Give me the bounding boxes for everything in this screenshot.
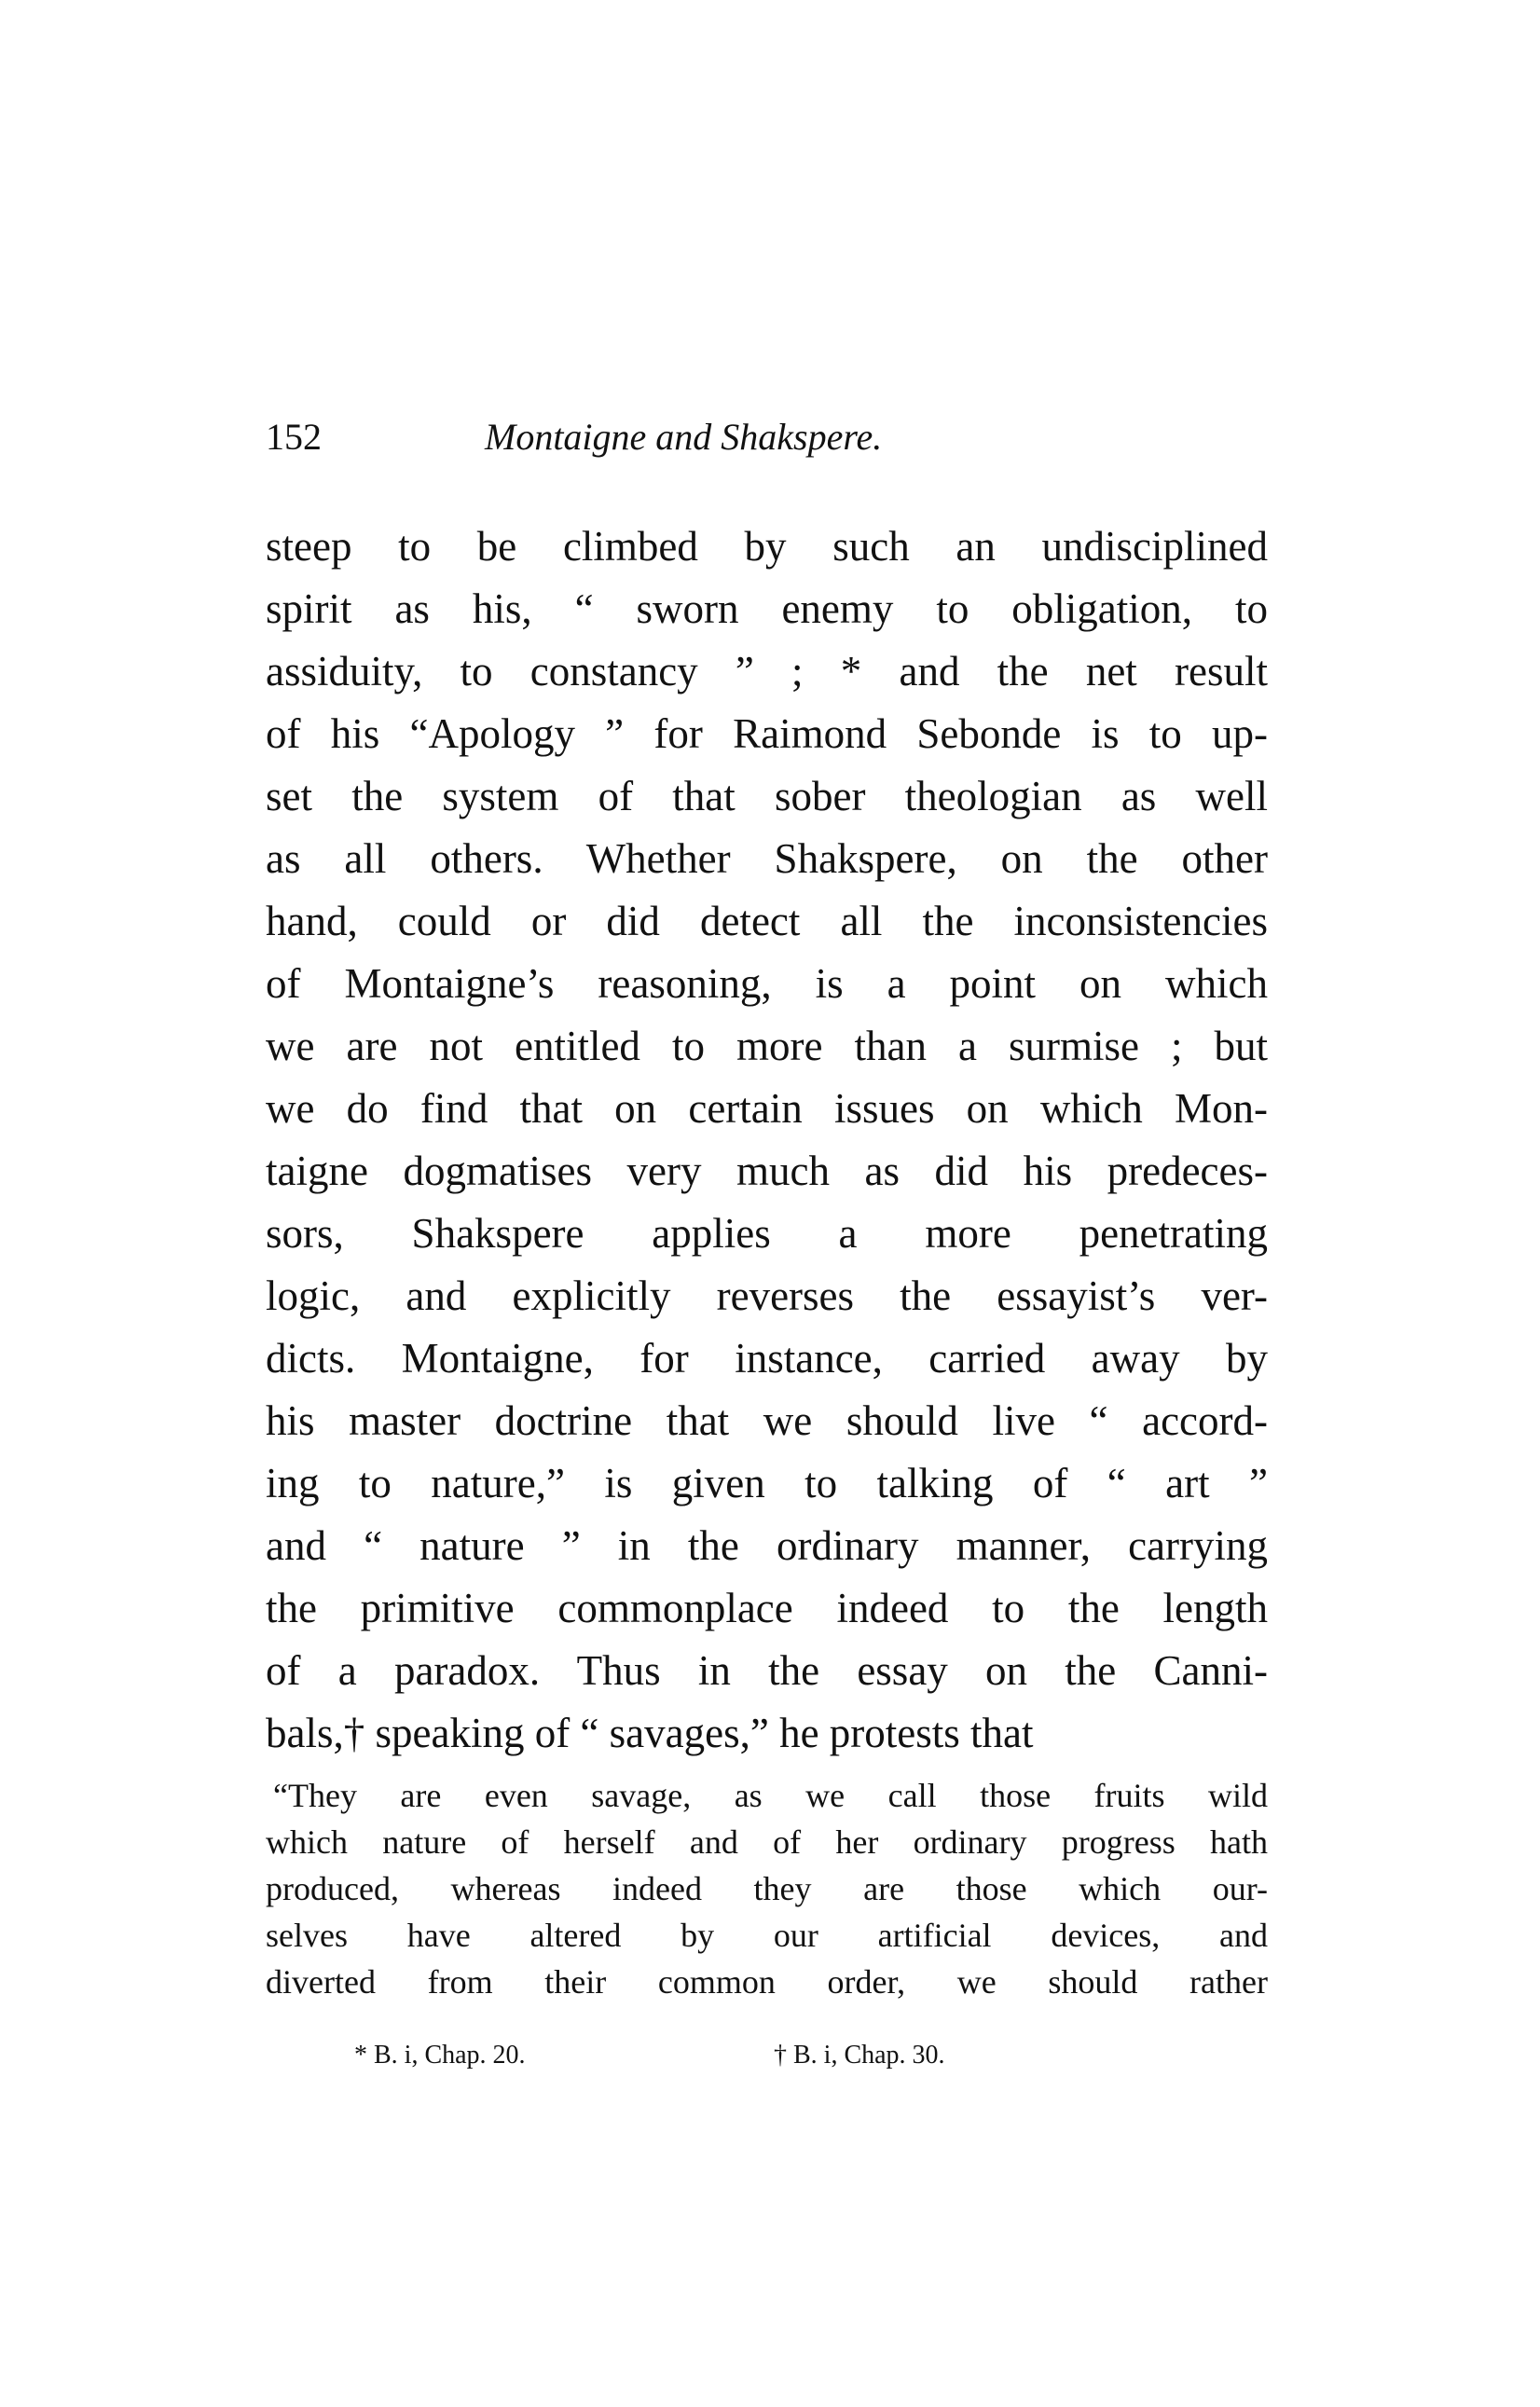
text-line: of a paradox. Thus in the essay on the Canni- xyxy=(266,1647,1268,1694)
text-line: assiduity, to constancy ” ; * and the net result xyxy=(266,648,1268,695)
text-line: of his “Apology ” for Raimond Sebonde is to up- xyxy=(266,710,1268,757)
footnote: † B. i, Chap. 30. xyxy=(774,2041,945,2070)
block-quote xyxy=(266,1772,1268,2005)
text-line: we are not entitled to more than a surmise ; but xyxy=(266,1023,1268,1069)
text-line: hand, could or did detect all the inconsistencies xyxy=(266,898,1268,944)
quote-line: diverted from their common order, we should rather xyxy=(266,1963,1268,2001)
quote-line: selves have altered by our artificial devices, and xyxy=(266,1917,1268,1954)
page-number: 152 xyxy=(266,416,322,458)
quote-line: which nature of herself and of her ordinary progress hath xyxy=(266,1823,1268,1861)
text-line: the primitive commonplace indeed to the length xyxy=(266,1585,1268,1631)
book-page xyxy=(266,415,1268,2087)
footnote: * B. i, Chap. 20. xyxy=(354,2041,526,2070)
text-line: steep to be climbed by such an undisciplined xyxy=(266,523,1268,570)
running-head xyxy=(266,415,1268,471)
quote-line: “They are even savage, as we call those fruits wild xyxy=(273,1777,1268,1814)
text-line: as all others. Whether Shakspere, on the other xyxy=(266,835,1268,882)
running-title: Montaigne and Shakspere. xyxy=(485,416,883,458)
text-line: we do find that on certain issues on which Mon- xyxy=(266,1085,1268,1132)
text-line: ing to nature,” is given to talking of “ art ” xyxy=(266,1460,1268,1506)
text-line: taigne dogmatises very much as did his predeces- xyxy=(266,1148,1268,1194)
text-line: logic, and explicitly reverses the essayist’s ver- xyxy=(266,1272,1268,1319)
body-text xyxy=(266,516,1268,1765)
quote-line: produced, whereas indeed they are those which our- xyxy=(266,1870,1268,1907)
text-line: sors, Shakspere applies a more penetrating xyxy=(266,1210,1268,1257)
footnotes xyxy=(266,2041,1268,2087)
text-line: bals,† speaking of “ savages,” he protests that xyxy=(266,1710,1034,1756)
text-line: and “ nature ” in the ordinary manner, carrying xyxy=(266,1522,1268,1569)
text-line: spirit as his, “ sworn enemy to obligation, to xyxy=(266,585,1268,632)
text-line: set the system of that sober theologian as well xyxy=(266,773,1268,819)
text-line: dicts. Montaigne, for instance, carried away by xyxy=(266,1335,1268,1382)
text-line: his master doctrine that we should live “ accord- xyxy=(266,1397,1268,1444)
text-line: of Montaigne’s reasoning, is a point on which xyxy=(266,960,1268,1007)
